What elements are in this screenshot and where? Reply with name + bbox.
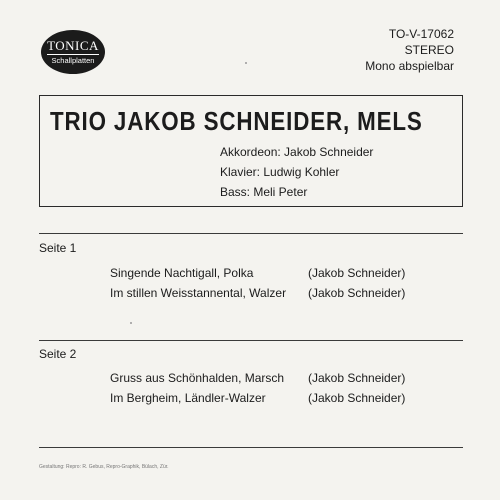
- catalog-info: [365, 26, 454, 74]
- print-speck: [130, 322, 132, 324]
- track-composer: (Jakob Schneider): [308, 266, 406, 280]
- track: [110, 368, 420, 388]
- side-2-label: Seite 2: [39, 347, 77, 361]
- album-title: TRIO JAKOB SCHNEIDER, MELS: [50, 106, 423, 136]
- divider: [39, 447, 463, 448]
- track-composer: (Jakob Schneider): [308, 371, 406, 385]
- track: [110, 263, 420, 283]
- side-1-label: Seite 1: [39, 241, 77, 255]
- credit-piano: Klavier: Ludwig Kohler: [220, 165, 340, 179]
- track-title: Im Bergheim, Ländler-Walzer: [110, 391, 266, 405]
- track-title: Gruss aus Schönhalden, Marsch: [110, 371, 285, 385]
- audio-format: STEREO: [404, 43, 454, 57]
- credits: [220, 142, 373, 202]
- logo-subtitle: Schallplatten: [51, 55, 95, 65]
- track-title: Im stillen Weisstannental, Walzer: [110, 286, 287, 300]
- catalog-number: TO-V-17062: [388, 27, 454, 41]
- side-1-tracklist: [110, 263, 420, 303]
- side-2-tracklist: [110, 368, 420, 408]
- print-speck: [245, 62, 247, 64]
- tonica-logo: [41, 30, 105, 74]
- print-credit-footnote: Gestaltung: Repro: R. Gebus, Repro-Graphik, Bülach, Zür.: [39, 464, 169, 470]
- title-box: [39, 95, 463, 207]
- mono-note: Mono abspielbar: [365, 59, 454, 73]
- track-title: Singende Nachtigall, Polka: [110, 266, 254, 280]
- track: [110, 388, 420, 408]
- divider: [39, 340, 463, 341]
- logo-brand: TONICA: [47, 37, 99, 53]
- divider: [39, 233, 463, 234]
- track-composer: (Jakob Schneider): [308, 286, 406, 300]
- credit-bass: Bass: Meli Peter: [220, 185, 308, 199]
- track: [110, 283, 420, 303]
- track-composer: (Jakob Schneider): [308, 391, 406, 405]
- credit-accordion: Akkordeon: Jakob Schneider: [220, 145, 374, 159]
